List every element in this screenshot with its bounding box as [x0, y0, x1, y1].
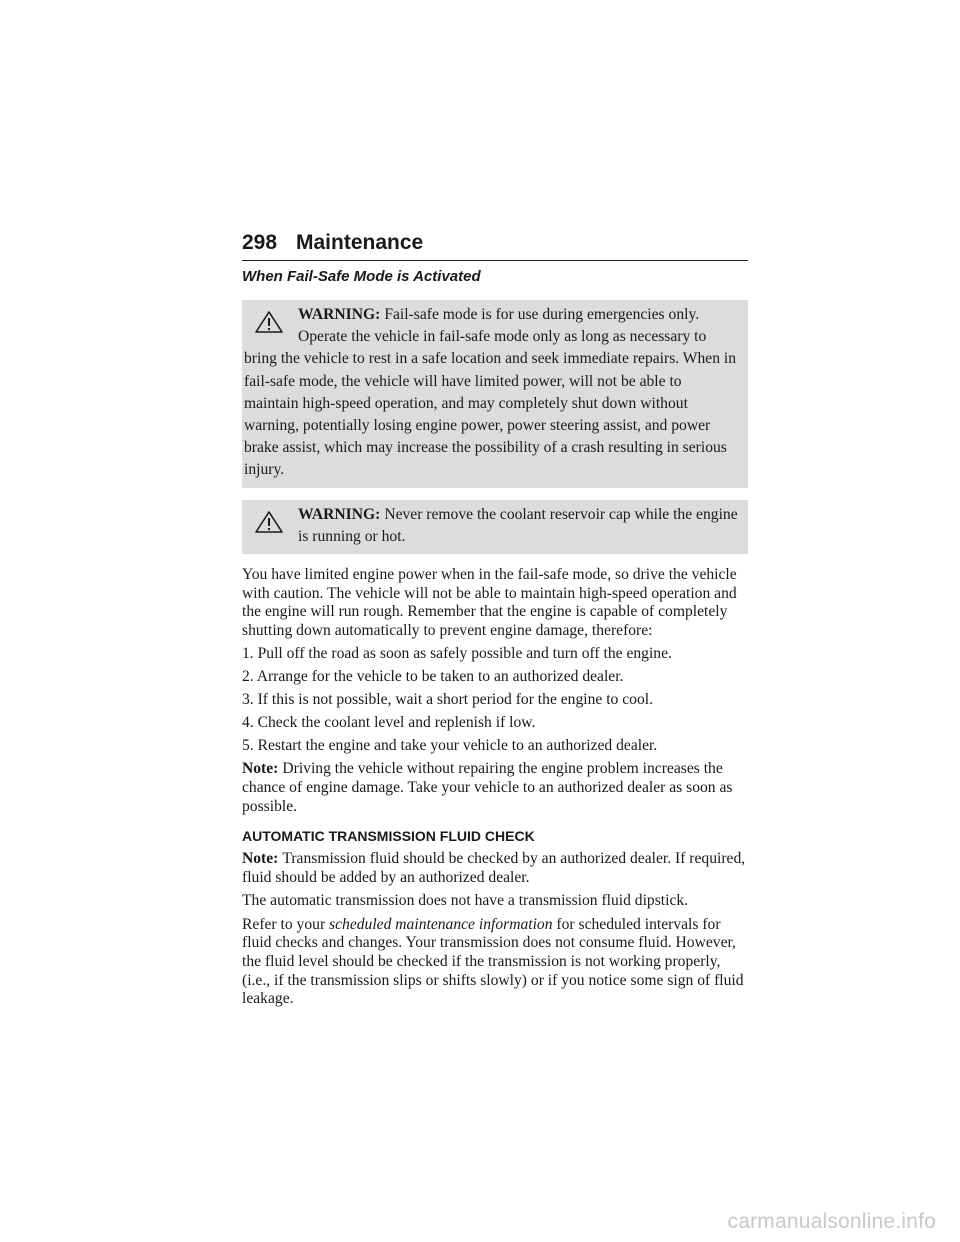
step-item: 3. If this is not possible, wait a short period for the engine to cool. — [242, 691, 653, 709]
dipstick-paragraph: The automatic transmission does not have a transmission fluid dipstick. — [242, 892, 689, 910]
refer-suffix: for scheduled intervals for fluid checks and changes. Your transmission does not consume fluid. However, the fluid level should be checked if the transmission is not working properly, (i.e., if the transmission slips or shifts slowly) or if you notice some sign of fluid leakage. — [242, 915, 744, 1008]
step-item: 2. Arrange for the vehicle to be taken to an authorized dealer. — [242, 668, 624, 686]
warning-triangle-icon — [254, 510, 284, 534]
warning-triangle-icon — [254, 310, 284, 334]
subheading: When Fail-Safe Mode is Activated — [242, 268, 481, 285]
refer-italic: scheduled maintenance information — [329, 915, 553, 933]
watermark: carmanualsonline.info — [727, 1210, 936, 1233]
note-label: Note: — [242, 850, 279, 868]
step-item: 5. Restart the engine and take your vehicle to an authorized dealer. — [242, 737, 658, 755]
refer-paragraph — [242, 916, 748, 1009]
note-transmission-fluid — [242, 850, 748, 887]
warning-label: WARNING: — [298, 306, 381, 323]
intro-paragraph: You have limited engine power when in the fail-safe mode, so drive the vehicle with caution. The vehicle will not be able to maintain high-speed operation and the engine will run rough. Remember that the engine is capable of completely shutting down automatically to prevent engine damage, therefore: — [242, 566, 737, 639]
section-title: Maintenance — [296, 231, 424, 254]
warning-box-fail-safe — [242, 300, 748, 488]
refer-prefix: Refer to your — [242, 915, 330, 933]
warning-label: WARNING: — [298, 505, 381, 523]
warning-text: Fail-safe mode is for use during emergencies only. Operate the vehicle in fail-safe mode only as long as necessary to bring the vehicle to rest in a safe location and seek immediate repairs. When in fail-safe mode, the vehicle will have limited power, will not be able to maintain high-speed operation, and may completely shut down without warning, potentially losing engine power, power steering assist, and power brake assist, which may increase the possibility of a crash resulting in serious injury. — [244, 306, 737, 479]
note-text: Driving the vehicle without repairing the engine problem increases the chance of engine damage. Take your vehicle to an authorized dealer as soon as possible. — [242, 760, 733, 815]
page-content — [242, 266, 748, 1014]
step-item: 4. Check the coolant level and replenish if low. — [242, 714, 536, 732]
note-engine-damage — [242, 760, 748, 816]
warning-box-coolant — [242, 500, 748, 554]
warning-text: Never remove the coolant reservoir cap while the engine is running or hot. — [298, 505, 738, 545]
page-number: 298 — [242, 231, 278, 254]
section-heading: AUTOMATIC TRANSMISSION FLUID CHECK — [242, 828, 535, 845]
step-item: 1. Pull off the road as soon as safely possible and turn off the engine. — [242, 645, 672, 663]
page-header — [242, 228, 748, 261]
note-label: Note: — [242, 760, 279, 778]
note-text: Transmission fluid should be checked by an authorized dealer. If required, fluid should be added by an authorized dealer. — [242, 850, 746, 886]
